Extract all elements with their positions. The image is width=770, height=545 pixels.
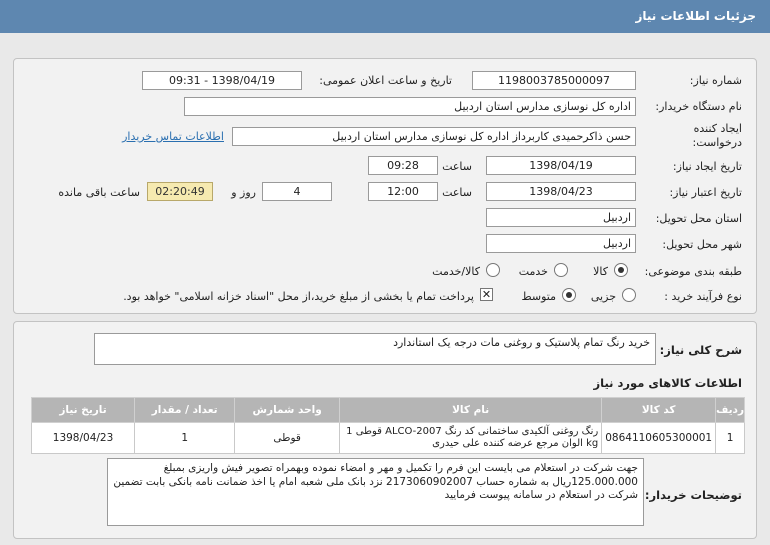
validity-date-label: تاریخ اعتبار نیاز: <box>669 186 742 199</box>
buyer-notes-field: جهت شرکت در استعلام می بایست این فرم را تکمیل و مهر و امضاء نموده وبهمراه تصویر فیش واریزی بمبلغ 125.000.000ریال به شماره حساب 2173060902007 نزد بانک ملی شعبه امام یا اخذ ضمانت نامه بانکی بابت تضمین شرکت در استعلام در سامانه پیوست فرمایید <box>107 458 644 526</box>
col-qty-header: تعداد / مقدار <box>135 398 235 423</box>
quantity-cell: 1 <box>135 423 235 454</box>
table-row <box>32 423 745 454</box>
unit-cell: قوطی <box>235 423 340 454</box>
row-number-cell: 1 <box>716 423 745 454</box>
col-name-header: نام کالا <box>340 398 602 423</box>
page-title: جزئیات اطلاعات نیاز <box>635 9 756 23</box>
category-goods-radio[interactable] <box>614 263 628 277</box>
buyer-org-field: اداره کل نوسازی مدارس استان اردبیل <box>184 97 636 116</box>
province-label: استان محل تحویل: <box>655 212 742 225</box>
category-service-label: خدمت <box>518 265 548 278</box>
process-minor-label: جزیی <box>590 290 616 303</box>
announce-datetime-field: 1398/04/19 - 09:31 <box>142 71 302 90</box>
city-label: شهر محل تحویل: <box>662 238 742 251</box>
remaining-days-label: روز و <box>231 186 256 199</box>
items-table-header <box>32 398 745 423</box>
items-section-title: اطلاعات کالاهای مورد نیاز <box>593 376 742 390</box>
buyer-contact-link[interactable]: اطلاعات تماس خریدار <box>122 130 224 143</box>
announce-datetime-label: تاریخ و ساعت اعلان عمومی: <box>319 74 452 87</box>
category-label: طبقه بندی موضوعی: <box>644 265 742 278</box>
buyer-notes-label: توضیحات خریدار: <box>644 488 742 502</box>
col-unit-header: واحد شمارش <box>235 398 340 423</box>
create-time-label: ساعت <box>442 160 472 173</box>
need-info-panel <box>13 58 757 314</box>
need-date-cell: 1398/04/23 <box>32 423 135 454</box>
need-number-label: شماره نیاز: <box>689 74 742 87</box>
validity-date-field: 1398/04/23 <box>486 182 636 201</box>
city-field: اردبیل <box>486 234 636 253</box>
treasury-bonds-note: پرداخت تمام یا بخشی از مبلغ خرید،از محل "اسناد خزانه اسلامی" خواهد بود. <box>123 290 474 303</box>
category-service-radio[interactable] <box>554 263 568 277</box>
need-details-panel <box>13 321 757 539</box>
create-date-label: تاریخ ایجاد نیاز: <box>672 160 742 173</box>
remaining-time-field: 02:20:49 <box>147 182 213 201</box>
remaining-time-label: ساعت باقی مانده <box>58 186 140 199</box>
create-date-field: 1398/04/19 <box>486 156 636 175</box>
page-title-bar <box>0 0 770 33</box>
requester-field: حسن ذاکرحمیدی کاربرداز اداره کل نوسازی مدارس استان اردبیل <box>232 127 636 146</box>
process-label: نوع فرآیند خرید : <box>664 290 742 303</box>
remaining-days-field: 4 <box>262 182 332 201</box>
province-field: اردبیل <box>486 208 636 227</box>
process-medium-radio[interactable] <box>562 288 576 302</box>
col-date-header: تاریخ نیاز <box>32 398 135 423</box>
col-row-header: ردیف <box>716 398 745 423</box>
item-code-cell: 0864110605300001 <box>602 423 716 454</box>
category-goods-label: کالا <box>593 265 608 278</box>
items-table <box>31 397 745 454</box>
requester-label-1: ایجاد کننده <box>693 122 742 135</box>
requester-label-2: درخواست: <box>692 136 742 149</box>
category-goods-service-radio[interactable] <box>486 263 500 277</box>
item-name-cell: رنگ روغنی آلکیدی ساختمانی کد رنگ ALCO-2007 قوطی 1 kg الوان مرجع عرضه کننده علی حیدری <box>340 423 602 454</box>
treasury-bonds-checkbox[interactable]: ✕ <box>481 288 492 301</box>
validity-time-label: ساعت <box>442 186 472 199</box>
description-label: شرح کلی نیاز: <box>659 343 742 357</box>
process-medium-label: متوسط <box>521 290 556 303</box>
buyer-org-label: نام دستگاه خریدار: <box>655 100 742 113</box>
description-field: خرید رنگ تمام پلاستیک و روغنی مات درجه یک استاندارد <box>94 333 656 365</box>
col-code-header: کد کالا <box>602 398 716 423</box>
validity-time-field: 12:00 <box>368 182 438 201</box>
need-number-field: 1198003785000097 <box>472 71 636 90</box>
category-goods-service-label: کالا/خدمت <box>432 265 480 278</box>
process-minor-radio[interactable] <box>622 288 636 302</box>
create-time-field: 09:28 <box>368 156 438 175</box>
